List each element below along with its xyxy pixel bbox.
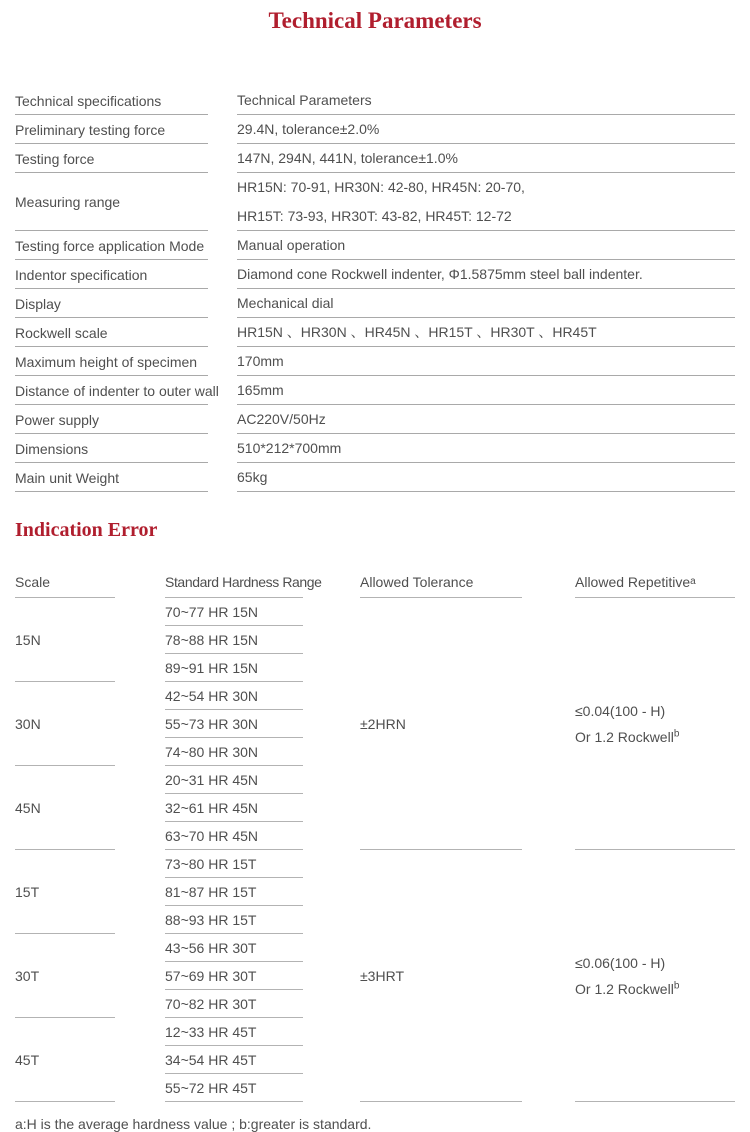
spec-value — [237, 376, 735, 405]
range-cell: 73~80 HR 15T — [165, 850, 360, 878]
range-cell: 34~54 HR 45T — [165, 1046, 360, 1074]
spec-value-text: 165mm — [237, 382, 284, 398]
repetitive-line1: ≤0.06(100 - H) — [575, 955, 666, 971]
range-cell: 89~91 HR 15N — [165, 654, 360, 682]
spec-value-text: 510*212*700mm — [237, 440, 342, 456]
spec-label: Testing force — [15, 144, 237, 173]
spec-label: Power supply — [15, 405, 237, 434]
column-header-scale: Scale — [15, 566, 165, 598]
range-cell: 81~87 HR 15T — [165, 878, 360, 906]
scale-cell: 15N — [15, 598, 165, 682]
spec-value — [237, 231, 735, 260]
spec-label: Indentor specification — [15, 260, 237, 289]
table-row — [15, 231, 735, 260]
spec-value-text: 65kg — [237, 469, 268, 485]
tolerance-cell: ±2HRN — [360, 598, 575, 850]
table-row — [15, 376, 735, 405]
range-cell: 12~33 HR 45T — [165, 1018, 360, 1046]
specs-table — [15, 86, 735, 492]
specs-header-value-text: Technical Parameters — [237, 92, 372, 108]
spec-value — [237, 434, 735, 463]
repetitive-cell — [575, 598, 735, 850]
spec-value — [237, 289, 735, 318]
repetitive-cell — [575, 850, 735, 1102]
spec-value-text: 147N, 294N, 441N, tolerance±1.0% — [237, 150, 458, 166]
spec-value-text: Mechanical dial — [237, 295, 334, 311]
repetitive-line2 — [575, 976, 679, 1002]
repetitive-line2-text: Or 1.2 Rockwell — [575, 981, 674, 997]
range-cell: 70~82 HR 30T — [165, 990, 360, 1018]
column-header-range: Standard Hardness Range — [165, 566, 360, 598]
spec-label: Main unit Weight — [15, 463, 237, 492]
spec-value-text: AC220V/50Hz — [237, 411, 326, 427]
tolerance-cell: ±3HRT — [360, 850, 575, 1102]
spec-label: Testing force application Mode — [15, 231, 237, 260]
table-row — [15, 405, 735, 434]
range-cell: 55~73 HR 30N — [165, 710, 360, 738]
spec-label: Display — [15, 289, 237, 318]
spec-value — [237, 260, 735, 289]
scale-cell: 45N — [15, 766, 165, 850]
repetitive-line1: ≤0.04(100 - H) — [575, 703, 666, 719]
footnote: a:H is the average hardness value ; b:greater is standard. — [15, 1116, 372, 1132]
spec-value-text: HR15N: 70-91, HR30N: 42-80, HR45N: 20-70, — [237, 179, 525, 195]
range-cell: 20~31 HR 45N — [165, 766, 360, 794]
specs-header-row — [15, 86, 735, 115]
spec-label: Preliminary testing force — [15, 115, 237, 144]
spec-value-text: HR15T: 73-93, HR30T: 43-82, HR45T: 12-72 — [237, 208, 512, 224]
column-header-repetitive-text: Allowed Repetitive — [575, 574, 691, 590]
table-row — [15, 318, 735, 347]
table-row — [15, 289, 735, 318]
range-cell: 63~70 HR 45N — [165, 822, 360, 850]
spec-value — [237, 115, 735, 144]
table-row — [15, 173, 735, 231]
repetitive-line2 — [575, 724, 679, 750]
spec-value-text: Manual operation — [237, 237, 346, 253]
spec-value — [237, 173, 735, 231]
table-row — [15, 144, 735, 173]
specs-header-value — [237, 86, 735, 115]
spec-label: Distance of indenter to outer wall — [15, 376, 237, 405]
spec-value — [237, 347, 735, 376]
range-cell: 70~77 HR 15N — [165, 598, 360, 626]
spec-value-text: Diamond cone Rockwell indenter, Φ1.5875mm steel ball indenter. — [237, 266, 643, 282]
spec-value — [237, 318, 735, 347]
page-title: Technical Parameters — [268, 8, 482, 33]
spec-label: Rockwell scale — [15, 318, 237, 347]
spec-label: Maximum height of specimen — [15, 347, 237, 376]
range-cell: 88~93 HR 15T — [165, 906, 360, 934]
repetitive-line2-text: Or 1.2 Rockwell — [575, 729, 674, 745]
range-cell: 74~80 HR 30N — [165, 738, 360, 766]
scale-cell: 30N — [15, 682, 165, 766]
spec-value-text: 170mm — [237, 353, 284, 369]
table-row — [15, 115, 735, 144]
spec-value-text: 29.4N, tolerance±2.0% — [237, 121, 380, 137]
superscript-b: b — [673, 980, 680, 992]
spec-label: Measuring range — [15, 173, 237, 231]
scale-cell: 45T — [15, 1018, 165, 1102]
range-cell: 42~54 HR 30N — [165, 682, 360, 710]
column-header-tolerance: Allowed Tolerance — [360, 566, 575, 598]
range-cell: 43~56 HR 30T — [165, 934, 360, 962]
range-cell: 32~61 HR 45N — [165, 794, 360, 822]
spec-value — [237, 463, 735, 492]
spec-value — [237, 144, 735, 173]
table-row — [15, 463, 735, 492]
indication-error-table — [15, 566, 735, 1102]
spec-value-text: HR15N 、HR30N 、HR45N 、HR15T 、HR30T 、HR45T — [237, 324, 597, 340]
range-cell: 55~72 HR 45T — [165, 1074, 360, 1102]
spec-label: Dimensions — [15, 434, 237, 463]
table-row — [15, 260, 735, 289]
column-header-repetitive: Allowed Repetitive a — [575, 566, 735, 598]
spec-value — [237, 405, 735, 434]
table-row — [15, 434, 735, 463]
range-cell: 57~69 HR 30T — [165, 962, 360, 990]
scale-cell: 30T — [15, 934, 165, 1018]
range-cell: 78~88 HR 15N — [165, 626, 360, 654]
section-title-indication-error: Indication Error — [15, 519, 158, 541]
superscript-b: b — [673, 728, 680, 740]
scale-cell: 15T — [15, 850, 165, 934]
table-row — [15, 347, 735, 376]
specs-header-label: Technical specifications — [15, 86, 237, 115]
